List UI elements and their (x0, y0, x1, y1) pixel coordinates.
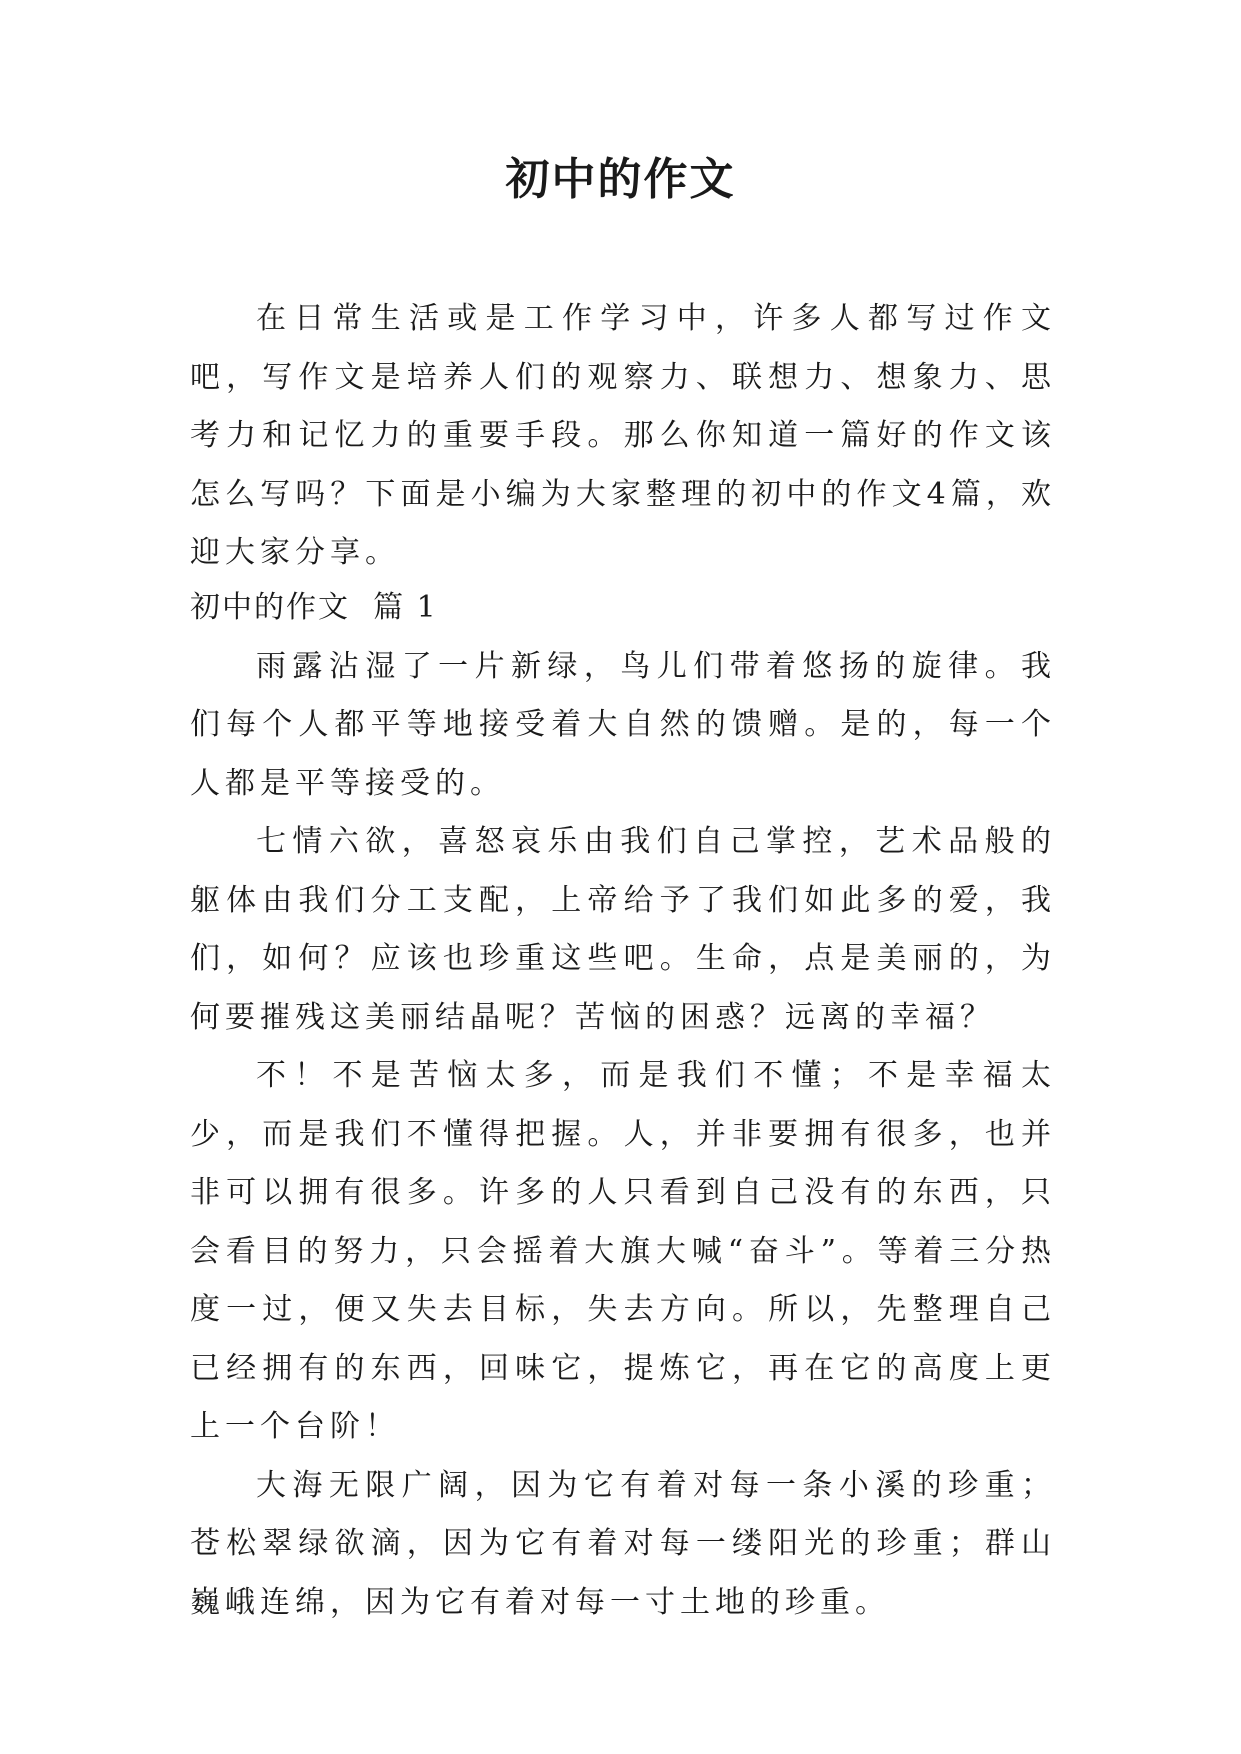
paragraph-1: 雨露沾湿了一片新绿，鸟儿们带着悠扬的旋律。我们每个人都平等地接受着大自然的馈赠。是的，每一个人都是平等接受的。 (190, 648, 1056, 801)
section-heading: 初中的作文 篇 1 (190, 590, 438, 625)
paragraph-3: 不！不是苦恼太多，而是我们不懂；不是幸福太少，而是我们不懂得把握。人，并非要拥有很多，也并非可以拥有很多。许多的人只看到自己没有的东西，只会看目的努力，只会摇着大旗大喊“奋斗”。等着三分热度一过，便又失去目标，失去方向。所以，先整理自己已经拥有的东西，回味它，提炼它，再在它的高度上更上一个台阶！ (190, 1058, 1056, 1444)
paragraph-4: 大海无限广阔，因为它有着对每一条小溪的珍重；苍松翠绿欲滴，因为它有着对每一缕阳光的珍重；群山巍峨连绵，因为它有着对每一寸土地的珍重。 (190, 1467, 1056, 1620)
intro-paragraph: 在日常生活或是工作学习中，许多人都写过作文吧，写作文是培养人们的观察力、联想力、想象力、思考力和记忆力的重要手段。那么你知道一篇好的作文该怎么写吗？下面是小编为大家整理的初中的作文4篇，欢迎大家分享。 (190, 301, 1056, 570)
intro-block (190, 290, 1056, 583)
document-title: 初中的作文 (505, 154, 736, 205)
article-section-1 (190, 579, 1056, 1632)
paragraph-2: 七情六欲，喜怒哀乐由我们自己掌控，艺术品般的躯体由我们分工支配，上帝给予了我们如此多的爱，我们，如何？应该也珍重这些吧。生命，点是美丽的，为何要摧残这美丽结晶呢？苦恼的困惑？远离的幸福？ (190, 824, 1056, 1035)
